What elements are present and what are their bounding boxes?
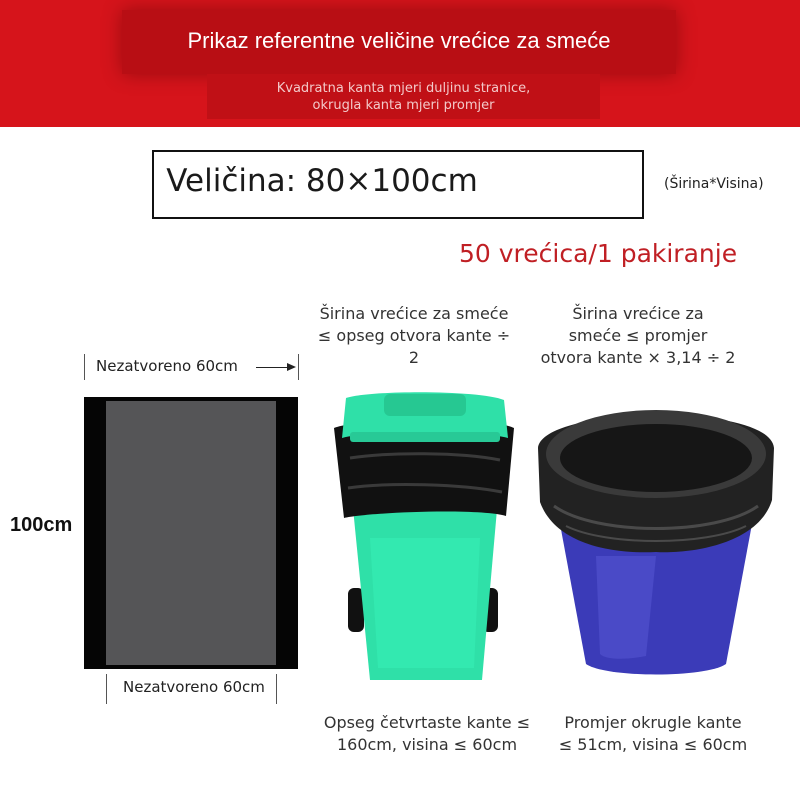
- size-label: Veličina: 80×100cm: [166, 163, 478, 199]
- page-subtitle: [207, 80, 600, 114]
- square-bin-spec-line-1: Opseg četvrtaste kante ≤: [323, 713, 531, 732]
- wheelie-bin-icon: [330, 388, 520, 690]
- square-bin-rule-line-1: Širina vrećice za smeće: [319, 304, 509, 323]
- bag-height-label: 100cm: [10, 514, 73, 536]
- top-dimension-tick-left: [84, 354, 85, 380]
- arrow-head: [287, 363, 296, 371]
- round-bin-spec: [548, 712, 758, 756]
- arrow-shaft: [256, 367, 288, 368]
- square-bin-spec-line-2: 160cm, visina ≤ 60cm: [336, 735, 518, 754]
- garbage-bag-body: [106, 401, 276, 665]
- square-bin-rule-line-2: ≤ opseg otvora kante ÷: [317, 326, 511, 345]
- round-bin-rule-line-1: Širina vrećice za: [572, 304, 704, 323]
- package-label: 50 vrećica/1 pakiranje: [459, 239, 738, 268]
- square-bin-spec: [304, 712, 550, 756]
- subtitle-line-2: okrugla kanta mjeri promjer: [312, 98, 495, 113]
- round-bin-spec-line-1: Promjer okrugle kante: [564, 713, 742, 732]
- bottom-dimension-tick-left: [106, 674, 107, 704]
- round-bin-rule-line-2: smeće ≤ promjer: [568, 326, 708, 345]
- round-bin-rule-line-3: otvora kante × 3,14 ÷ 2: [540, 348, 736, 367]
- round-bin-spec-line-2: ≤ 51cm, visina ≤ 60cm: [558, 735, 748, 754]
- header-banner: [0, 0, 800, 127]
- round-bin-icon: [536, 396, 776, 680]
- subtitle-line-1: Kvadratna kanta mjeri duljinu stranice,: [276, 81, 531, 96]
- square-bin-rule: [300, 303, 528, 369]
- size-note: (Širina*Visina): [664, 176, 764, 192]
- bag-top-width-label: Nezatvoreno 60cm: [96, 357, 238, 375]
- bag-bottom-width-label: Nezatvoreno 60cm: [123, 678, 265, 696]
- page-title: Prikaz referentne veličine vrećice za smeće: [187, 28, 611, 53]
- bottom-dimension-tick-right: [276, 674, 277, 704]
- round-bin-rule: [532, 303, 744, 369]
- square-bin-rule-line-3: 2: [408, 348, 420, 367]
- top-dimension-tick-right: [298, 354, 299, 380]
